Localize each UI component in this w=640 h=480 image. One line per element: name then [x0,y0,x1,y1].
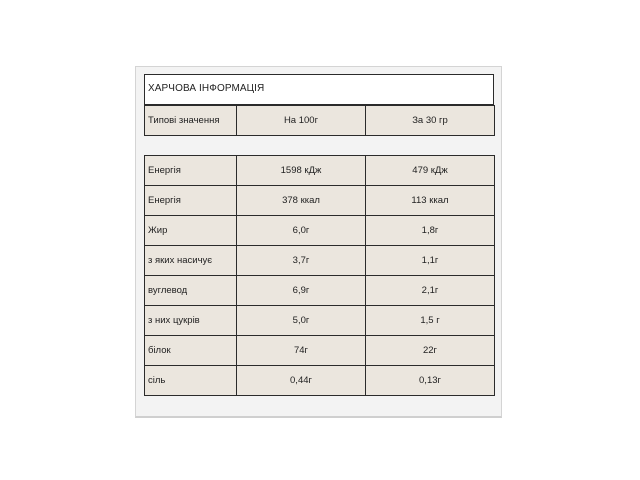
row-per100: 0,44г [237,366,366,396]
table-row [145,216,495,246]
row-label: з них цукрів [145,306,237,336]
row-per30: 22г [366,336,495,366]
row-per100: 5,0г [237,306,366,336]
nutrition-title-box [144,74,494,105]
row-per30: 1,1г [366,246,495,276]
row-label: сіль [145,366,237,396]
row-per30: 1,5 г [366,306,495,336]
row-per100: 6,0г [237,216,366,246]
row-per100: 6,9г [237,276,366,306]
nutrition-values-table [144,155,495,396]
row-label: білок [145,336,237,366]
table-row [145,366,495,396]
row-per30: 0,13г [366,366,495,396]
row-label: Жир [145,216,237,246]
row-per30: 113 ккал [366,186,495,216]
row-label: з яких насичує [145,246,237,276]
table-row [145,306,495,336]
row-per100: 378 ккал [237,186,366,216]
table-row [145,276,495,306]
header-per30: За 30 гр [366,106,495,136]
table-row [145,336,495,366]
row-label: Енергія [145,186,237,216]
row-per100: 1598 кДж [237,156,366,186]
row-per30: 479 кДж [366,156,495,186]
row-per100: 74г [237,336,366,366]
table-row [145,246,495,276]
header-row [145,106,495,136]
row-label: Енергія [145,156,237,186]
nutrition-title: ХАРЧОВА ІНФОРМАЦІЯ [148,83,265,94]
header-per100: На 100г [237,106,366,136]
row-per100: 3,7г [237,246,366,276]
row-per30: 1,8г [366,216,495,246]
table-row [145,186,495,216]
row-per30: 2,1г [366,276,495,306]
table-row [145,156,495,186]
nutrition-header-table [144,105,495,136]
table-gap [136,138,501,155]
header-label: Типові значення [145,106,237,136]
row-label: вуглевод [145,276,237,306]
